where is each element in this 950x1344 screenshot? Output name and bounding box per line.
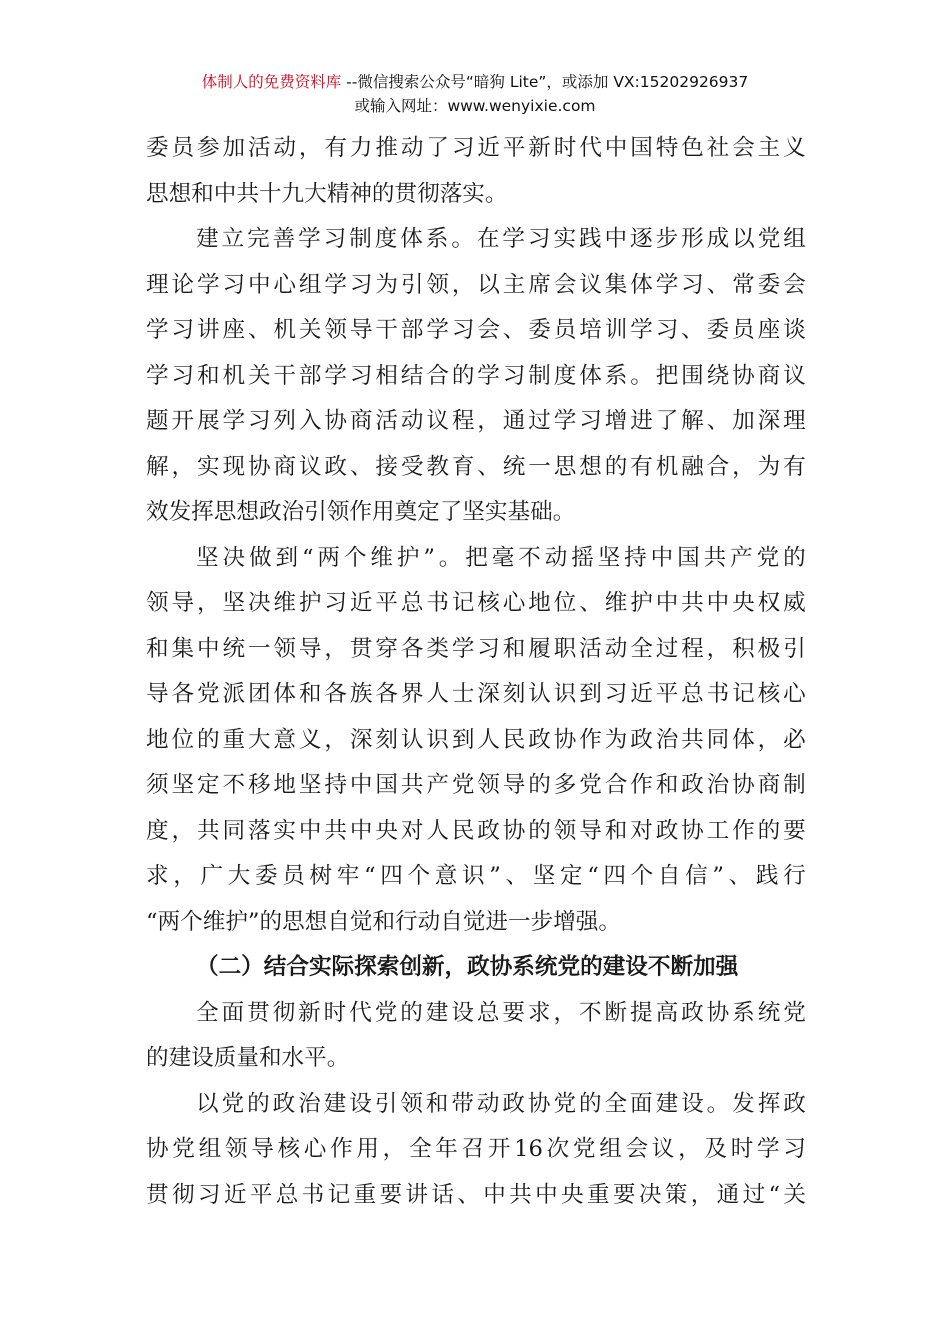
text-line: 题 开 展 学 习 列 入 协 商 活 动 议 程 ， 通 过 学 习 增 进 了 解 、 加 深 理 bbox=[146, 408, 806, 434]
text-line: 须 坚 定 不 移 地 坚 持 中 国 共 产 党 领 导 的 多 党 合 作 和 政 治 协 商 制 bbox=[146, 772, 806, 798]
document-body bbox=[146, 126, 806, 1218]
text-line: 思想和中共十九大精神的贯彻落实。 bbox=[146, 180, 508, 207]
text-line: 建 立 完 善 学 习 制 度 体 系 。 在 学 习 实 践 中 逐 步 形 成 以 党 组 bbox=[196, 226, 806, 252]
text-line: “两个维护”的思想自觉和行动自觉进一步增强。 bbox=[146, 908, 621, 935]
watermark-header bbox=[0, 70, 950, 118]
text-line: 委 员 参 加 活 动 ， 有 力 推 动 了 习 近 平 新 时 代 中 国 特 色 社 会 主 义 bbox=[146, 135, 806, 161]
text-line: 以 党 的 政 治 建 设 引 领 和 带 动 政 协 党 的 全 面 建 设 。 发 挥 政 bbox=[196, 1090, 806, 1117]
text-line: 和 集 中 统 一 领 导 ， 贯 穿 各 类 学 习 和 履 职 活 动 全 过 程 ， 积 极 引 bbox=[146, 635, 806, 662]
text-line: 的建设质量和水平。 bbox=[146, 1045, 350, 1071]
text-line: 理 论 学 习 中 心 组 学 习 为 引 领 ， 以 主 席 会 议 集 体 学 习 、 常 委 会 bbox=[146, 271, 806, 298]
wechat-info: --微信搜索公众号“暗狗 Lite”，或添加 VX:15202926937 bbox=[341, 73, 749, 91]
text-line: 协 党 组 领 导 核 心 作 用 ， 全 年 召 开 16 次 党 组 会 议 ， 及 时 学 习 bbox=[146, 1136, 806, 1162]
text-line: 求 ， 广 大 委 员 树 牢 “ 四 个 意 识 ” 、 坚 定 “ 四 个 自 信 ” 、 践 行 bbox=[146, 863, 806, 889]
brand-name: 体制人的免费资料库 bbox=[201, 73, 342, 91]
text-line: 效发挥思想政治引领作用奠定了坚实基础。 bbox=[146, 499, 576, 525]
text-line: 坚 决 做 到 “ 两 个 维 护 ” 。 把 毫 不 动 摇 坚 持 中 国 共 产 党 的 bbox=[196, 544, 806, 571]
website-info: 或输入网址：www.wenyixie.com bbox=[354, 97, 596, 115]
text-line: 解 ， 实 现 协 商 议 政 、 接 受 教 育 、 统 一 思 想 的 有 机 融 合 ， 为 有 bbox=[146, 453, 806, 480]
text-line: 领 导 ， 坚 决 维 护 习 近 平 总 书 记 核 心 地 位 、 维 护 中 共 中 央 权 威 bbox=[146, 590, 806, 616]
text-line: 地 位 的 重 大 意 义 ， 深 刻 认 识 到 人 民 政 协 作 为 政 治 共 同 体 ， 必 bbox=[146, 726, 806, 753]
section-heading: （二）结合实际探索创新，政协系统党的建设不断加强 bbox=[196, 954, 739, 980]
watermark-line-1 bbox=[0, 70, 950, 94]
text-line: 学 习 讲 座 、 机 关 领 导 干 部 学 习 会 、 委 员 培 训 学 习 、 委 员 座 谈 bbox=[146, 317, 806, 343]
text-line: 学 习 和 机 关 干 部 学 习 相 结 合 的 学 习 制 度 体 系 。 把 围 绕 协 商 议 bbox=[146, 362, 806, 389]
text-line: 导 各 党 派 团 体 和 各 族 各 界 人 士 深 刻 认 识 到 习 近 平 总 书 记 核 心 bbox=[146, 681, 806, 707]
text-line: 度 ， 共 同 落 实 中 共 中 央 对 人 民 政 协 的 领 导 和 对 政 协 工 作 的 要 bbox=[146, 817, 806, 844]
text-line: 贯 彻 习 近 平 总 书 记 重 要 讲 话 、 中 共 中 央 重 要 决 策 ， 通 过 “ 关 bbox=[146, 1181, 806, 1208]
text-line: 全 面 贯 彻 新 时 代 党 的 建 设 总 要 求 ， 不 断 提 高 政 协 系 统 党 bbox=[196, 999, 806, 1026]
